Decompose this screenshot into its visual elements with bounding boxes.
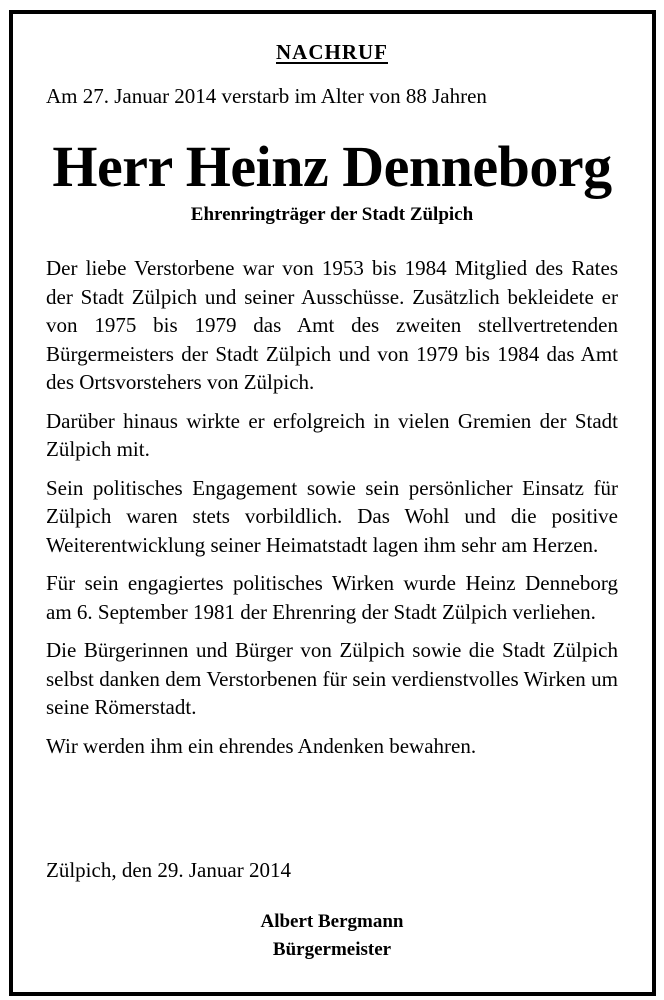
paragraph-committees: Darüber hinaus wirkte er erfolgreich in vielen Gremien der Stadt Zülpich mit.	[46, 408, 618, 461]
notice-heading: NACHRUF	[276, 40, 388, 64]
paragraph-thanks: Die Bürgerinnen und Bürger von Zülpich sowie die Stadt Zülpich selbst danken dem Verstorbenen für sein verdienstvolles Wirken um seine Römerstadt.	[46, 638, 618, 719]
place-date: Zülpich, den 29. Januar 2014	[46, 858, 291, 882]
intro-line: Am 27. Januar 2014 verstarb im Alter von 88 Jahren	[46, 84, 487, 108]
signature-block	[0, 908, 664, 964]
paragraph-honor-ring: Für sein engagiertes politisches Wirken wurde Heinz Denneborg am 6. September 1981 der Ehrenring der Stadt Zülpich verliehen.	[46, 571, 618, 624]
paragraph-career: Der liebe Verstorbene war von 1953 bis 1984 Mitglied des Rates der Stadt Zülpich und seiner Ausschüsse. Zusätzlich bekleidete er von 1975 bis 1979 das Amt des zweiten stellvertretenden Bürgermeisters der Stadt Zülpich und von 1979 bis 1984 das Amt des Ortsvorstehers von Zülpich.	[46, 256, 618, 394]
signatory-title: Bürgermeister	[272, 939, 392, 960]
paragraph-remembrance: Wir werden ihm ein ehrendes Andenken bewahren.	[46, 733, 477, 758]
paragraph-engagement: Sein politisches Engagement sowie sein persönlicher Einsatz für Zülpich waren stets vorbildlich. Das Wohl und die positive Weiterentwicklung seiner Heimatstadt lagen ihm sehr am Herzen.	[46, 475, 618, 557]
deceased-name: Herr Heinz Denneborg	[52, 134, 612, 199]
deceased-honor: Ehrenringträger der Stadt Zülpich	[190, 204, 474, 225]
signatory-name: Albert Bergmann	[260, 911, 404, 932]
obituary-body	[46, 254, 618, 770]
